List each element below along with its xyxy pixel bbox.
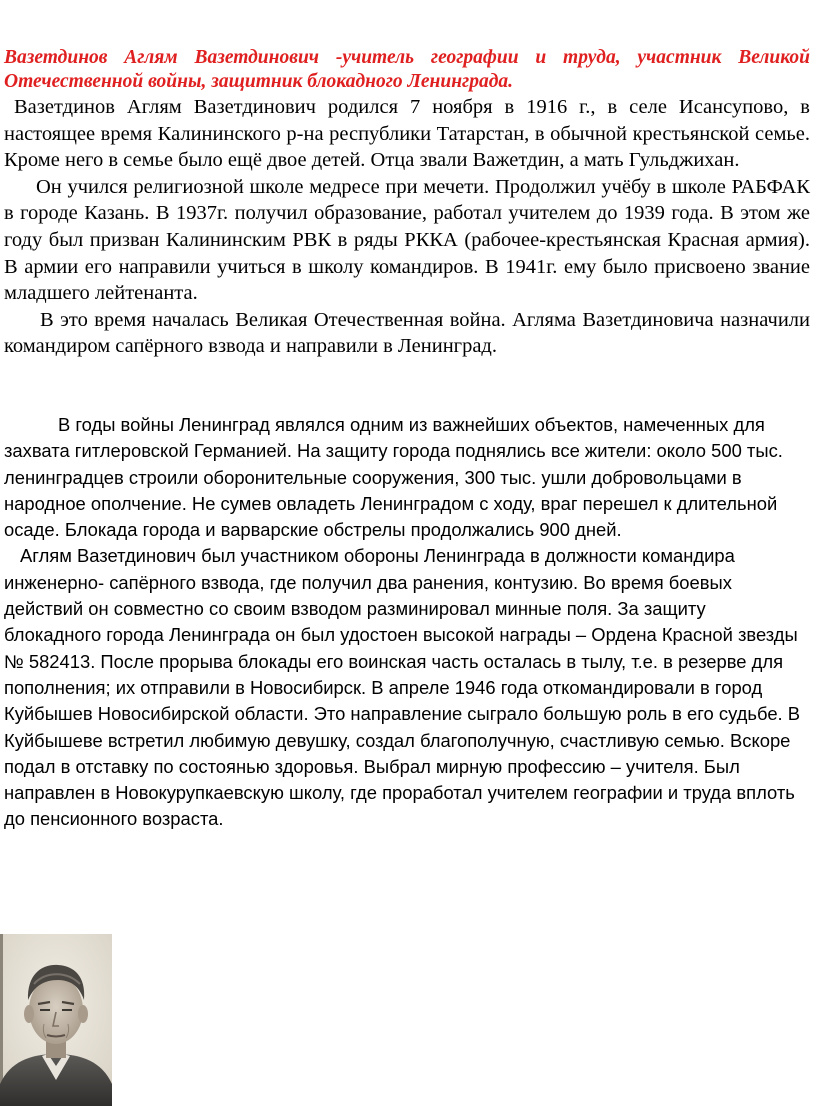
paragraph-education: Он учился религиозной школе медресе при мечети. Продолжил учёбу в школе РАБФАК в городе Казань. В 1937г. получил образование, работал учителем до 1939 года. В этом же году был призван Калининским РВК в ряды РККА (рабочее-крестьянская Красная армия). В армии его направили учиться в школу командиров. В 1941г. ему было присвоено звание младшего лейтенанта. <box>4 175 810 305</box>
paragraph-war-start: В это время началась Великая Отечественная война. Агляма Вазетдиновича назначили командиром сапёрного взвода и направили в Ленинград. <box>4 308 810 358</box>
paragraph-birth: Вазетдинов Аглям Вазетдинович родился 7 ноября в 1916 г., в селе Исансупово, в настоящее время Калининского р-на республики Татарстан, в обычной крестьянской семье. Кроме него в семье было ещё двое детей. Отца звали Важетдин, а мать Гульджихан. <box>4 96 810 172</box>
biography-part-2 <box>4 412 810 833</box>
biography-part-1 <box>4 94 810 360</box>
portrait-photo <box>0 934 112 1106</box>
document-title: Вазетдинов Аглям Вазетдинович -учитель географии и труда, участник Великой Отечественной войны, защитник блокадного Ленинграда. <box>4 47 810 92</box>
paragraph-service: Аглям Вазетдинович был участником обороны Ленинграда в должности командира инженерно- сапёрного взвода, где получил два ранения, контузию. Во время боевых действий он совместно со своим взводом разминировал минные поля. За защиту блокадного города Ленинграда он был удостоен высокой награды – Ордена Красной звезды № 582413. После прорыва блокады его воинская часть осталась в тылу, т.е. в резерве для пополнения; их отправили в Новосибирск. В апреле 1946 года откомандировали в город Куйбышев Новосибирской области. Это направление сыграло большую роль в его судьбе. В Куйбышеве встретил любимую девушку, создал благополучную, счастливую семью. Вскоре подал в отставку по состоянью здоровья. Выбрал мирную профессию – учителя. Был направлен в Новокурупкаевскую школу, где проработал учителем географии и труда вплоть до пенсионного возраста. <box>4 545 801 830</box>
paragraph-leningrad: В годы войны Ленинград являлся одним из важнейших объектов, намеченных для захвата гитлеровской Германией. На защиту города поднялись все жители: около 500 тыс. ленинградцев строили оборонительные сооружения, 300 тыс. ушли добровольцами в народное ополчение. Не сумев овладеть Ленинградом с ходу, враг перешел к длительной осаде. Блокада города и варварские обстрелы продолжались 900 дней. <box>4 413 783 541</box>
portrait-illustration <box>0 934 112 1106</box>
